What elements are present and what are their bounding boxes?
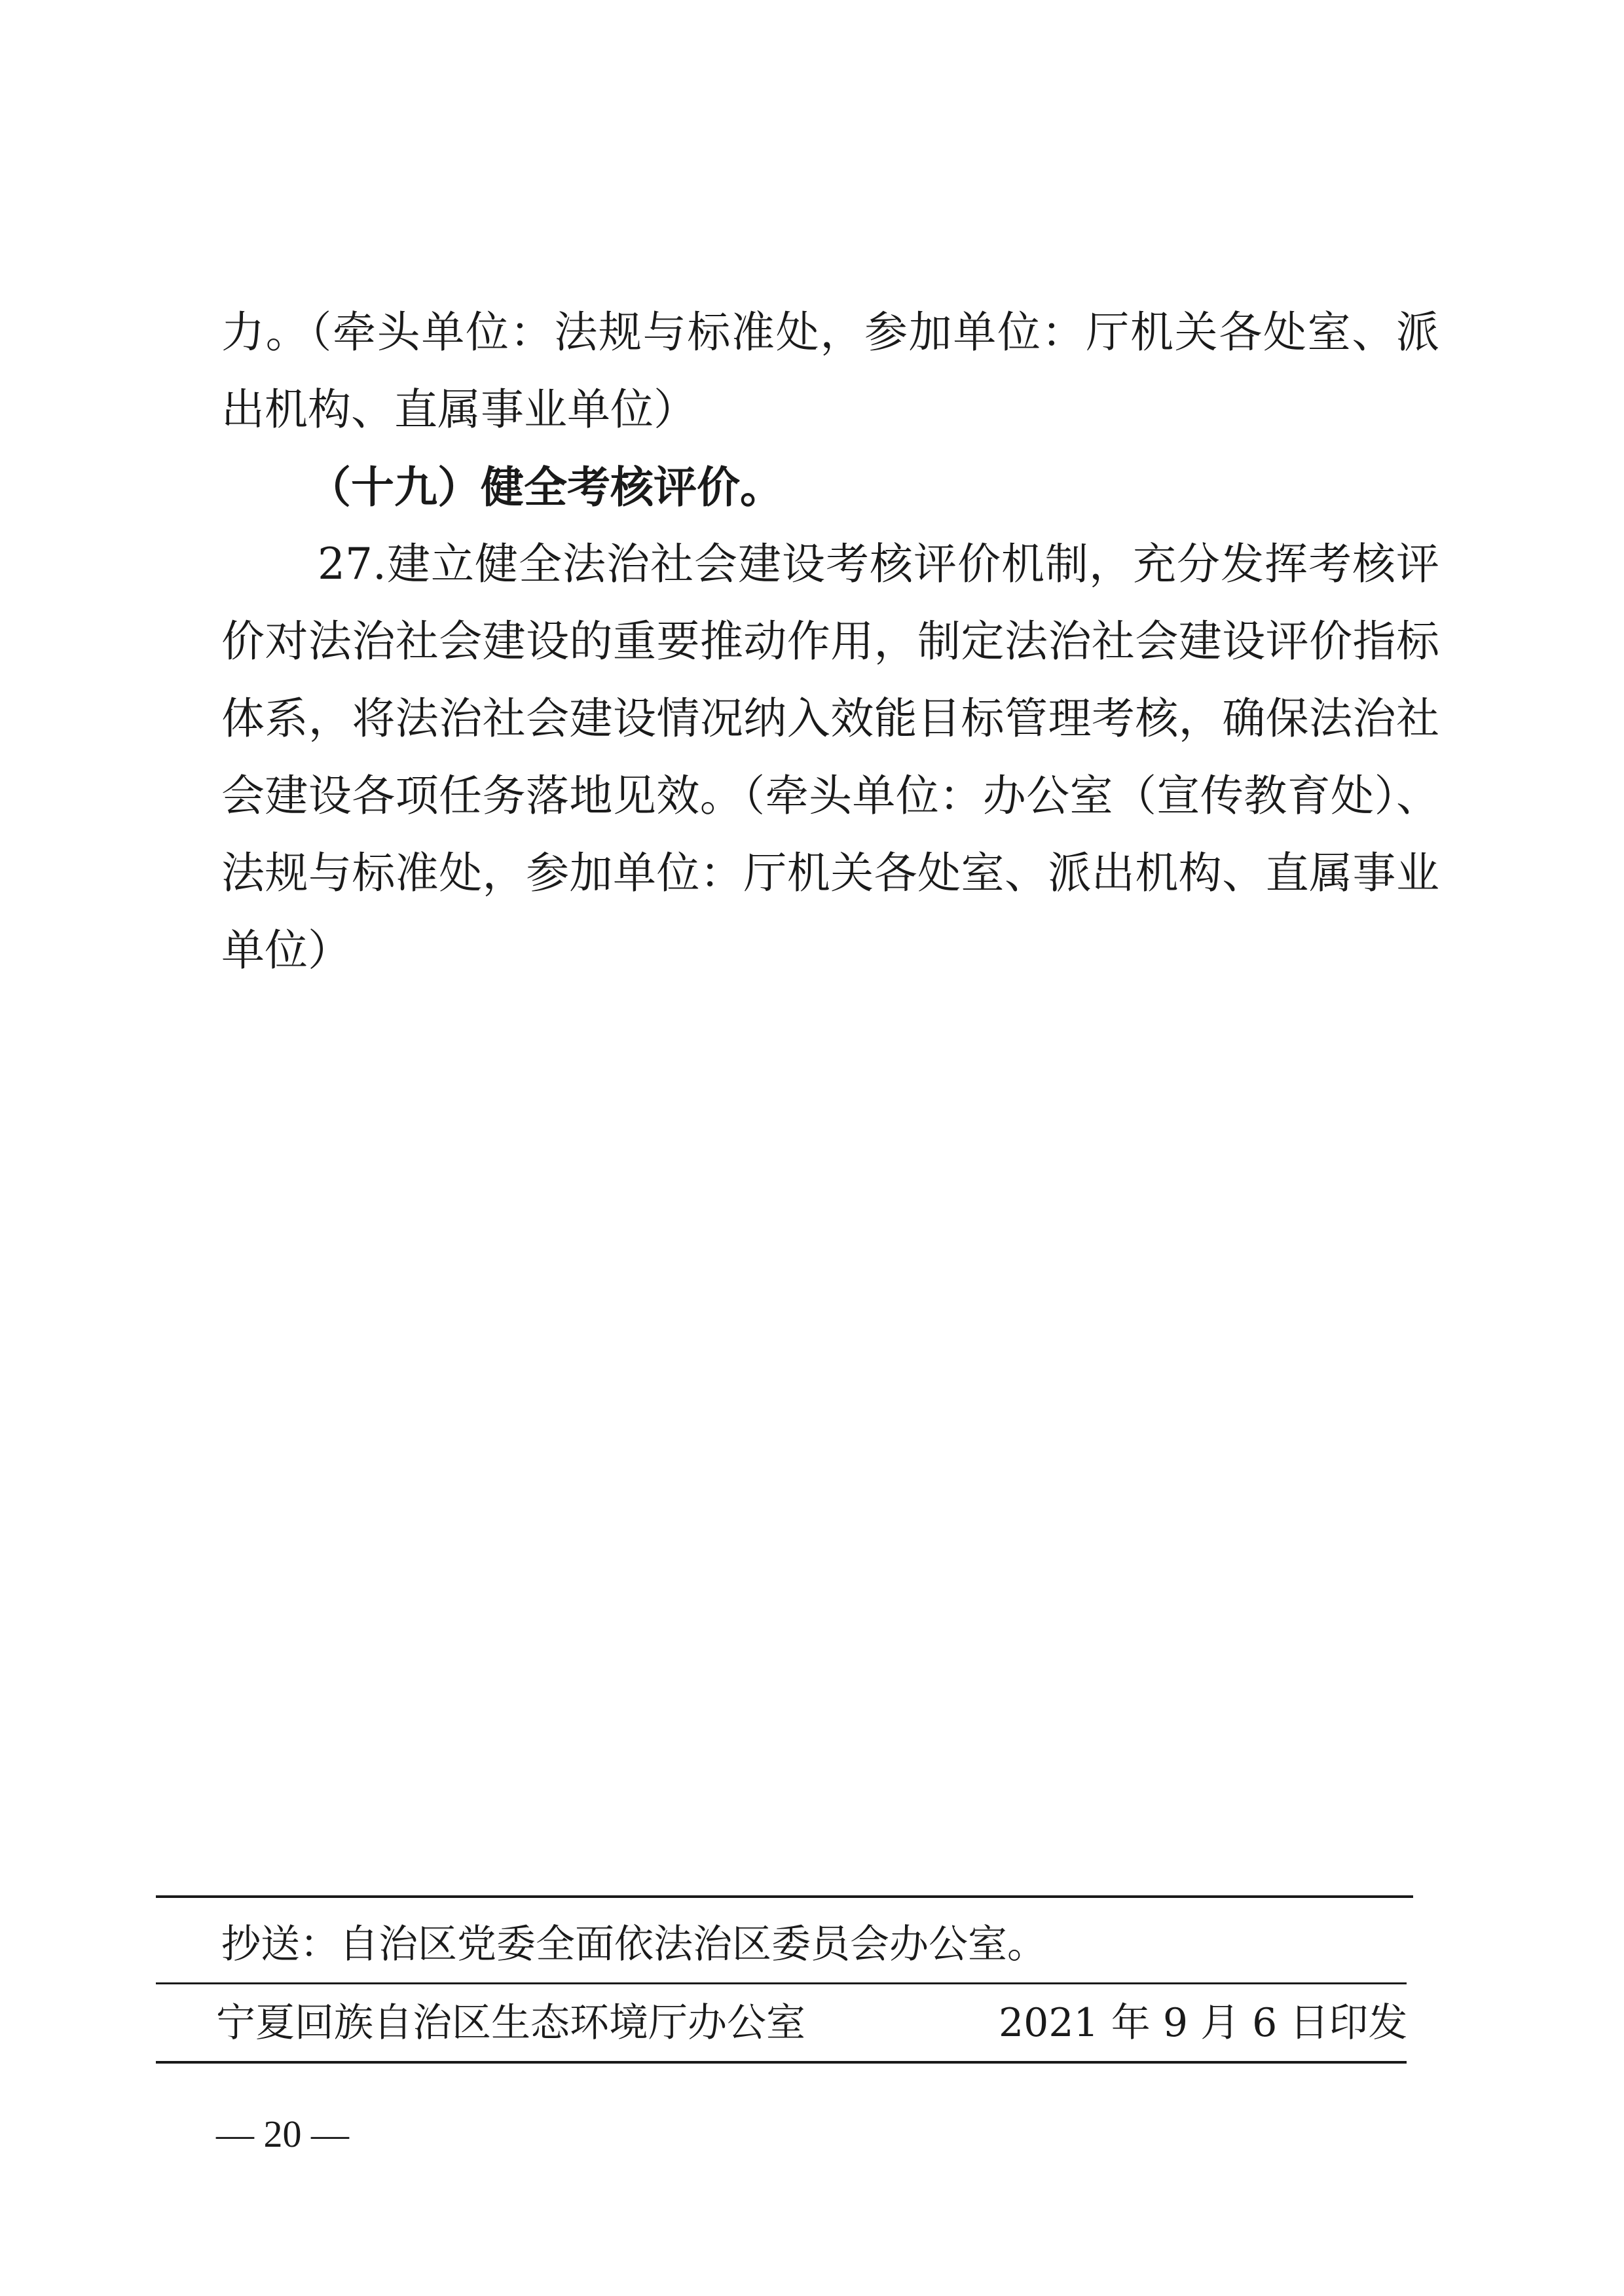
body-line-8: 法规与标准处，参加单位：厅机关各处室、派出机构、直属事业 <box>221 848 1439 898</box>
body-line-2: 出机构、直属事业单位） <box>221 384 697 435</box>
body-line-7: 会建设各项任务落地见效。（牵头单位：办公室（宣传教育处）、 <box>221 771 1439 821</box>
page-number: — 20 — <box>216 2113 349 2155</box>
body-line-6: 体系，将法治社会建设情况纳入效能目标管理考核，确保法治社 <box>221 693 1439 744</box>
body-line-5: 价对法治社会建设的重要推动作用，制定法治社会建设评价指标 <box>221 616 1439 666</box>
issue-date: 2021 年 9 月 6 日印发 <box>999 2000 1408 2046</box>
footer-rule-bottom <box>156 2061 1407 2064</box>
cc-line: 抄送：自治区党委全面依法治区委员会办公室。 <box>221 1922 1046 1967</box>
body-line-1: 力。（牵头单位：法规与标准处，参加单位：厅机关各处室、派 <box>221 307 1439 357</box>
issuer-name: 宁夏回族自治区生态环境厅办公室 <box>216 2000 805 2046</box>
footer-rule-top <box>156 1895 1413 1898</box>
body-line-9: 单位） <box>221 925 351 975</box>
body-line-4: 27.建立健全法治社会建设考核评价机制，充分发挥考核评 <box>318 539 1439 589</box>
section-heading: （十九）健全考核评价。 <box>308 462 783 513</box>
footer-rule-middle <box>156 1982 1407 1984</box>
